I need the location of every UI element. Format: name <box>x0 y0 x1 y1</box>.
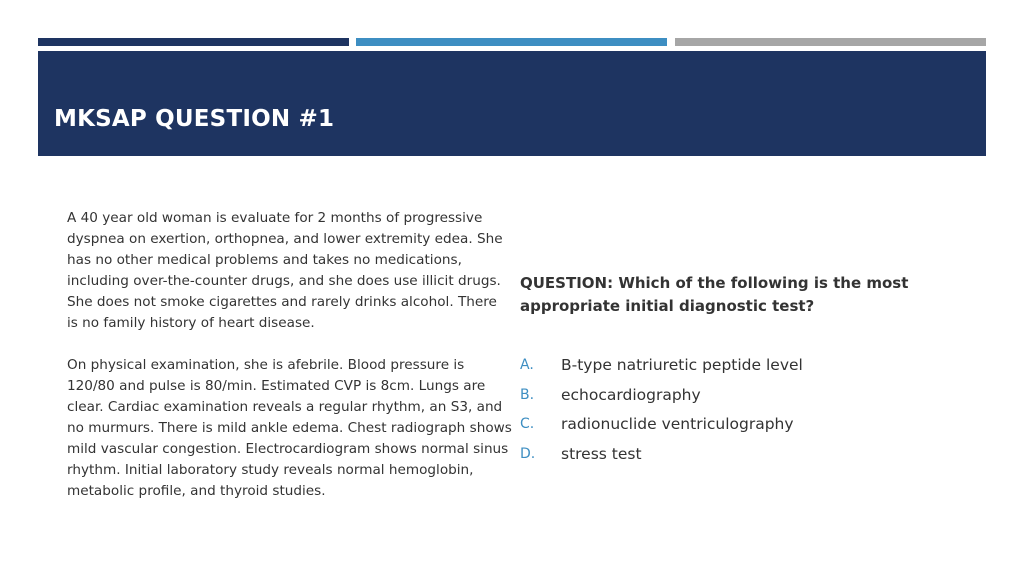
option-text: echocardiography <box>561 385 701 404</box>
case-history-paragraph: A 40 year old woman is evaluate for 2 months of progressive dyspnea on exertion, orthopnea, and lower extremity edea. She has no other medical problems and takes no medications, including over-the-counter drugs, and she does use illicit drugs. She does not smoke cigarettes and rarely drinks alcohol. There is no family history of heart disease. <box>67 210 503 331</box>
title-band <box>38 51 986 156</box>
option-text: stress test <box>561 444 642 463</box>
accent-bar-blue <box>356 38 667 46</box>
option-letter: D. <box>520 445 536 462</box>
answer-option-b <box>520 383 960 413</box>
option-letter: B. <box>520 386 535 403</box>
case-description <box>67 208 512 502</box>
accent-bar-navy <box>38 38 349 46</box>
answer-option-a <box>520 353 960 383</box>
answer-options <box>520 353 960 471</box>
answer-option-d <box>520 442 960 472</box>
option-text: radionuclide ventriculography <box>561 415 794 433</box>
option-text: B-type natriuretic peptide level <box>561 356 803 374</box>
case-exam-paragraph: On physical examination, she is afebrile. Blood pressure is 120/80 and pulse is 80/min. Estimated CVP is 8cm. Lungs are clear. Cardiac examination reveals a regular rhythm, an S3, and no murmurs. There is mild ankle edema. Chest radiograph shows mild vascular congestion. Electrocardiogram shows normal sinus rhythm. Initial laboratory study reveals normal hemoglobin, metabolic profile, and thyroid studies. <box>67 357 512 499</box>
question-text: QUESTION: Which of the following is the most appropriate initial diagnostic test? <box>520 274 909 315</box>
slide-title: MKSAP QUESTION #1 <box>54 106 335 132</box>
option-letter: A. <box>520 357 534 373</box>
answer-option-c <box>520 412 960 442</box>
option-letter: C. <box>520 416 535 432</box>
accent-bar-gray <box>675 38 986 46</box>
